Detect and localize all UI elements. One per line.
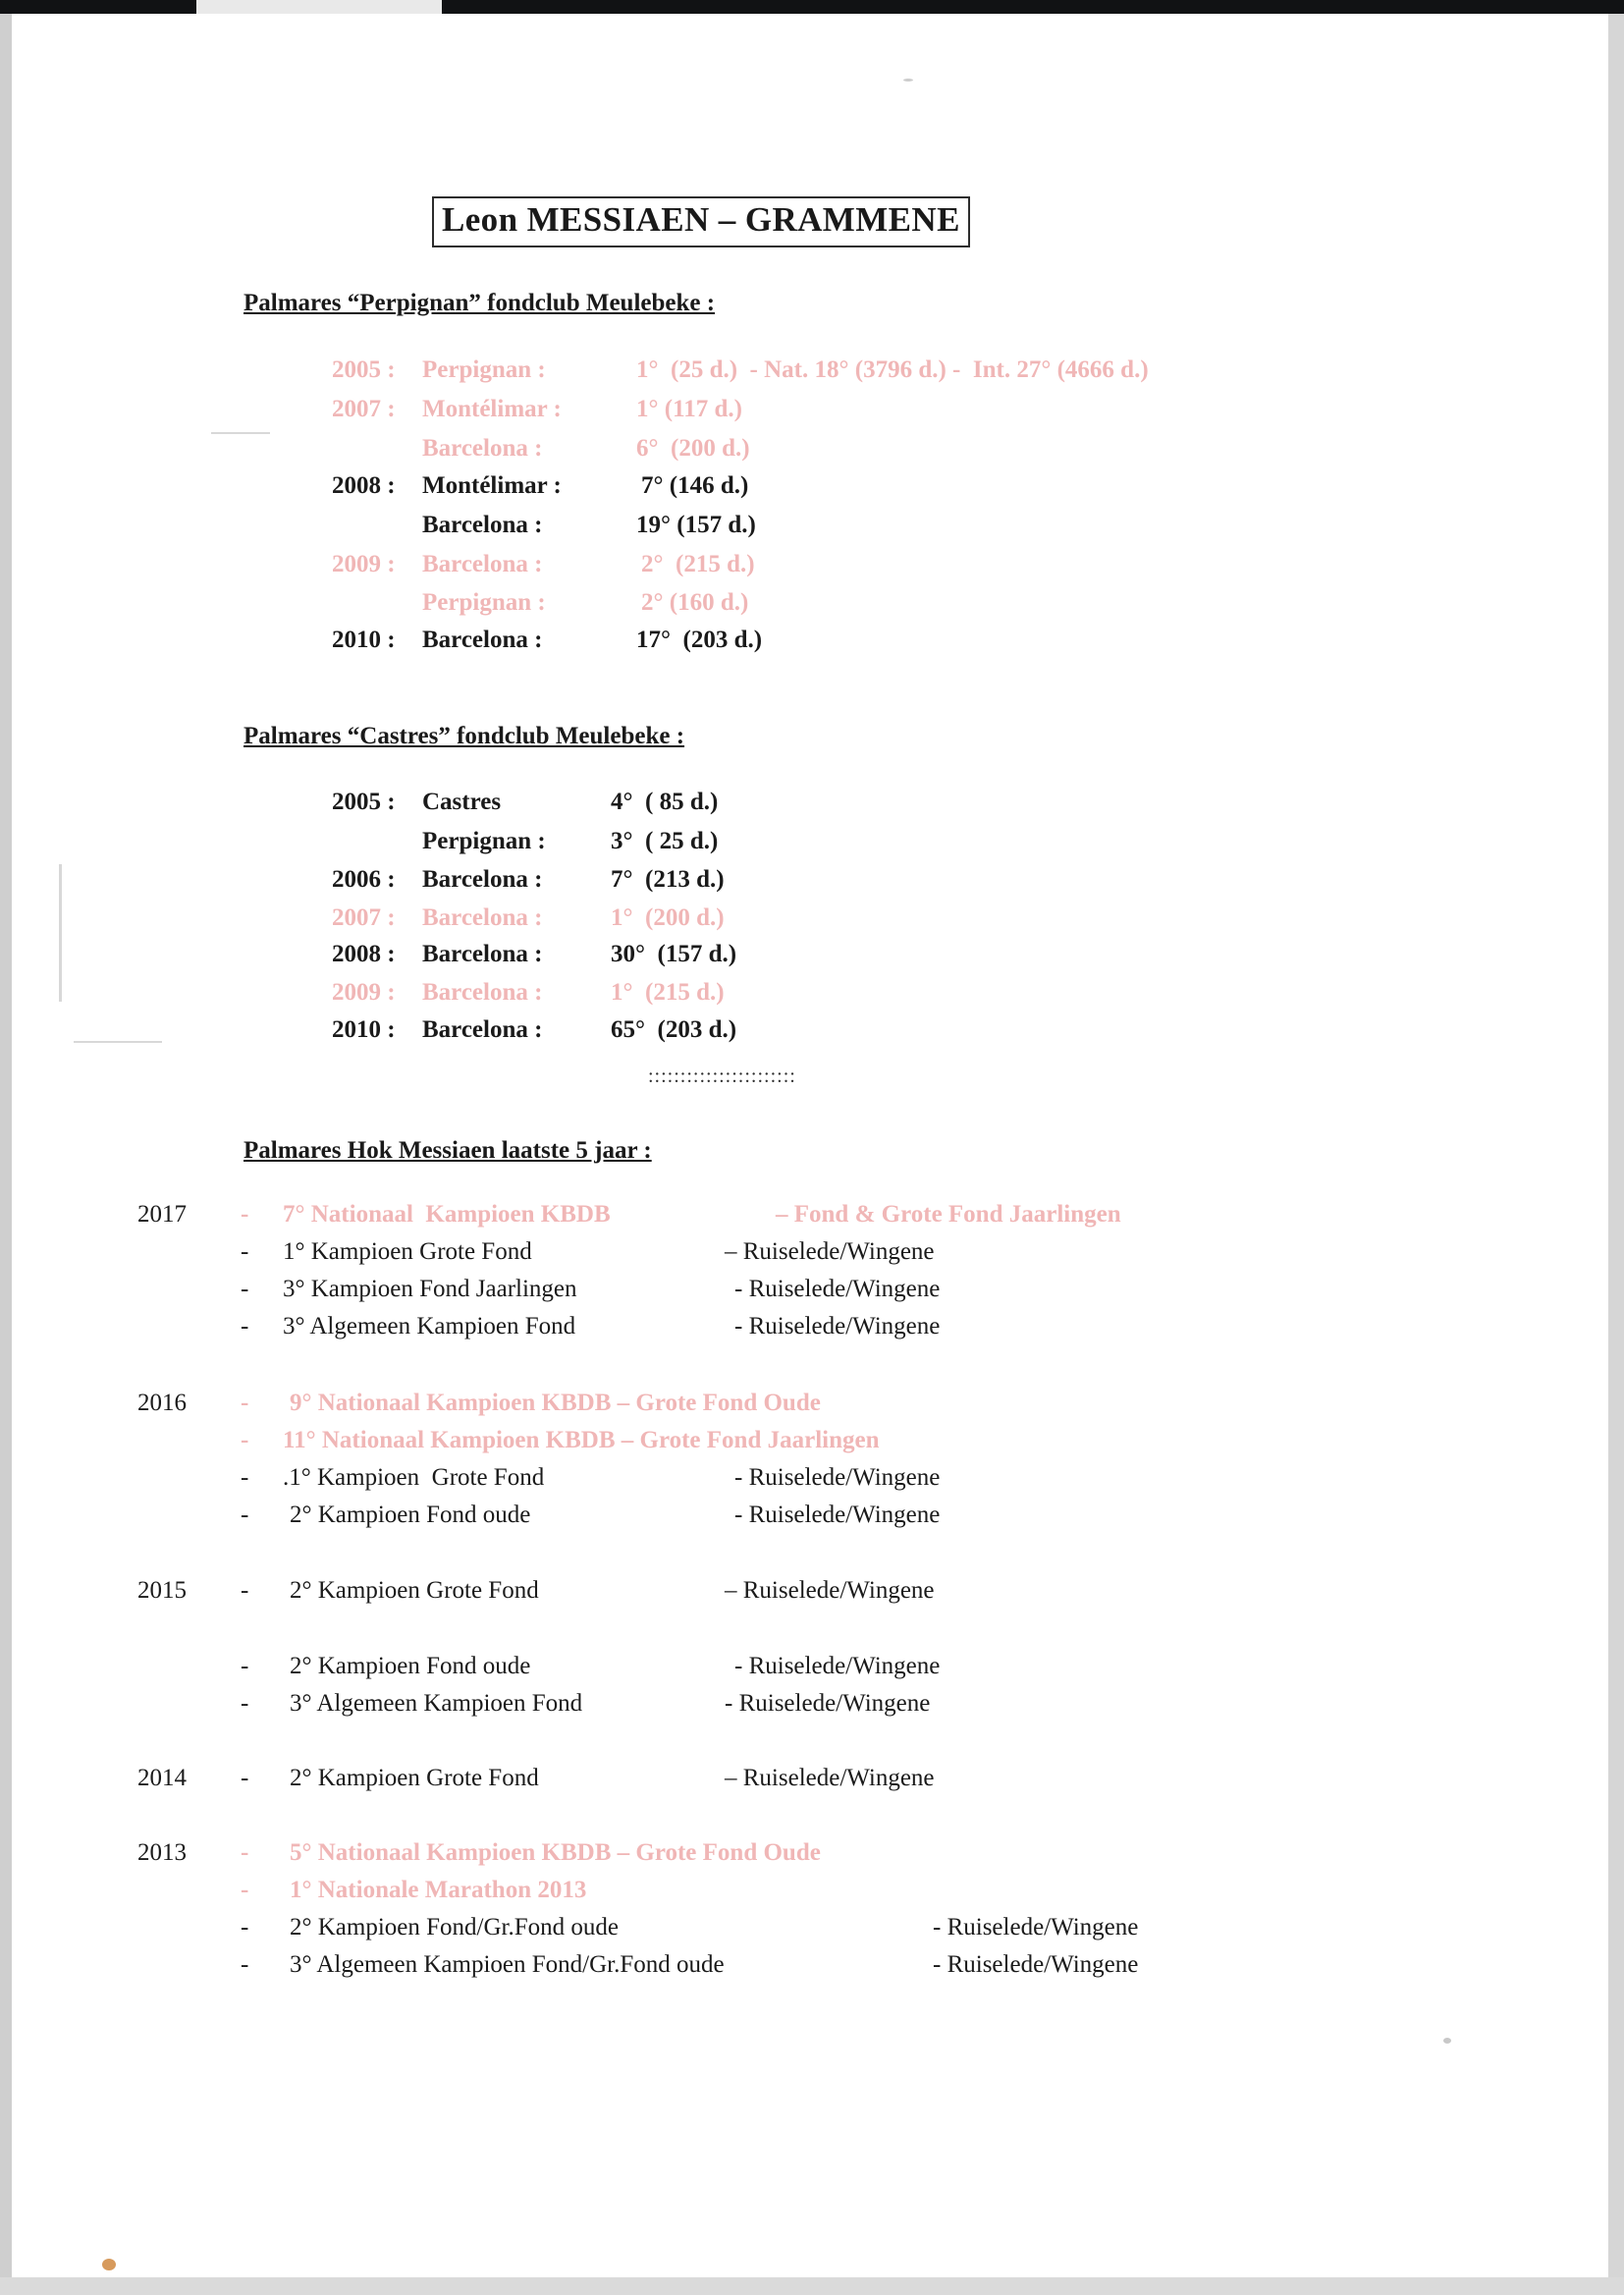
entry-place: - Ruiselede/Wingene bbox=[734, 1502, 941, 1528]
entry-dash: - bbox=[241, 1690, 249, 1717]
year-label-2014: 2014 bbox=[137, 1765, 187, 1791]
entry-place: - Ruiselede/Wingene bbox=[734, 1464, 941, 1491]
entry-text: 1° Nationale Marathon 2013 bbox=[290, 1877, 587, 1903]
scan-artifact-line bbox=[74, 1041, 162, 1043]
page-title bbox=[432, 196, 970, 247]
year-label-2017: 2017 bbox=[137, 1201, 187, 1228]
perpignan-row-place: Barcelona : bbox=[422, 551, 543, 577]
section-heading-perpignan: Palmares “Perpignan” fondclub Meulebeke : bbox=[244, 290, 716, 316]
castres-row-year: 2008 : bbox=[332, 941, 396, 967]
perpignan-row-place: Perpignan : bbox=[422, 356, 546, 383]
entry-place: – Ruiselede/Wingene bbox=[725, 1765, 935, 1791]
castres-row-result: 30° (157 d.) bbox=[611, 941, 737, 967]
entry-dash: - bbox=[241, 1238, 249, 1265]
perpignan-row-result: 19° (157 d.) bbox=[636, 512, 756, 538]
entry-text: 9° Nationaal Kampioen KBDB – Grote Fond Oude bbox=[290, 1390, 821, 1416]
entry-text: 2° Kampioen Fond oude bbox=[290, 1502, 531, 1528]
perpignan-row-result: 2° (160 d.) bbox=[641, 589, 749, 616]
entry-dash: - bbox=[241, 1464, 249, 1491]
scan-speck bbox=[903, 79, 913, 82]
castres-row-result: 4° ( 85 d.) bbox=[611, 789, 719, 815]
perpignan-row-year: 2005 : bbox=[332, 356, 396, 383]
entry-place: - Ruiselede/Wingene bbox=[734, 1313, 941, 1339]
entry-dash: - bbox=[241, 1201, 249, 1228]
scan-artifact-line bbox=[59, 864, 62, 1002]
castres-row-result: 1° (215 d.) bbox=[611, 979, 725, 1006]
scan-speck bbox=[1443, 2038, 1451, 2044]
entry-place: – Ruiselede/Wingene bbox=[725, 1238, 935, 1265]
castres-row-place: Barcelona : bbox=[422, 979, 543, 1006]
year-label-2013: 2013 bbox=[137, 1839, 187, 1866]
section-heading-hok: Palmares Hok Messiaen laatste 5 jaar : bbox=[244, 1137, 652, 1164]
perpignan-row-place: Montélimar : bbox=[422, 396, 562, 422]
perpignan-row-year: 2007 : bbox=[332, 396, 396, 422]
castres-row-place: Castres bbox=[422, 789, 502, 815]
section-heading-castres: Palmares “Castres” fondclub Meulebeke : bbox=[244, 723, 685, 749]
castres-row-place: Perpignan : bbox=[422, 828, 546, 854]
scan-edge-bottom bbox=[0, 2277, 1624, 2295]
entry-place: - Ruiselede/Wingene bbox=[725, 1690, 931, 1717]
scan-edge-top-light bbox=[196, 0, 442, 14]
scan-edge-right bbox=[1608, 14, 1624, 2295]
castres-row-year: 2010 : bbox=[332, 1016, 396, 1043]
entry-dash: - bbox=[241, 1765, 249, 1791]
perpignan-row-result: 2° (215 d.) bbox=[641, 551, 755, 577]
perpignan-row-year: 2008 : bbox=[332, 472, 396, 499]
entry-place: - Ruiselede/Wingene bbox=[933, 1951, 1139, 1978]
entry-dash: - bbox=[241, 1839, 249, 1866]
scan-artifact-line bbox=[211, 432, 270, 434]
castres-row-result: 65° (203 d.) bbox=[611, 1016, 737, 1043]
section-separator: ::::::::::::::::::::::: bbox=[648, 1066, 796, 1087]
scan-edge-left bbox=[0, 14, 12, 2295]
perpignan-row-result: 1° (25 d.) - Nat. 18° (3796 d.) - Int. 27° (4666 d.) bbox=[636, 356, 1149, 383]
perpignan-row-result: 1° (117 d.) bbox=[636, 396, 742, 422]
entry-dash: - bbox=[241, 1502, 249, 1528]
entry-place: - Ruiselede/Wingene bbox=[734, 1653, 941, 1679]
entry-text: 7° Nationaal Kampioen KBDB bbox=[283, 1201, 611, 1228]
entry-place: - Ruiselede/Wingene bbox=[933, 1914, 1139, 1940]
entry-place: – Fond & Grote Fond Jaarlingen bbox=[776, 1201, 1121, 1228]
year-label-2015: 2015 bbox=[137, 1577, 187, 1604]
perpignan-row-result: 6° (200 d.) bbox=[636, 435, 750, 462]
entry-text: 3° Kampioen Fond Jaarlingen bbox=[283, 1276, 577, 1302]
castres-row-result: 7° (213 d.) bbox=[611, 866, 725, 893]
entry-dash: - bbox=[241, 1951, 249, 1978]
perpignan-row-year: 2009 : bbox=[332, 551, 396, 577]
perpignan-row-year: 2010 : bbox=[332, 627, 396, 653]
castres-row-result: 3° ( 25 d.) bbox=[611, 828, 719, 854]
castres-row-year: 2009 : bbox=[332, 979, 396, 1006]
entry-text: 2° Kampioen Fond/Gr.Fond oude bbox=[290, 1914, 619, 1940]
entry-text: 3° Algemeen Kampioen Fond/Gr.Fond oude bbox=[290, 1951, 725, 1978]
perpignan-row-result: 17° (203 d.) bbox=[636, 627, 763, 653]
castres-row-year: 2007 : bbox=[332, 904, 396, 931]
castres-row-result: 1° (200 d.) bbox=[611, 904, 725, 931]
entry-dash: - bbox=[241, 1577, 249, 1604]
entry-text: 5° Nationaal Kampioen KBDB – Grote Fond Oude bbox=[290, 1839, 821, 1866]
entry-dash: - bbox=[241, 1914, 249, 1940]
entry-text: 3° Algemeen Kampioen Fond bbox=[283, 1313, 576, 1339]
year-label-2016: 2016 bbox=[137, 1390, 187, 1416]
perpignan-row-place: Barcelona : bbox=[422, 435, 543, 462]
entry-dash: - bbox=[241, 1877, 249, 1903]
entry-dash: - bbox=[241, 1313, 249, 1339]
castres-row-place: Barcelona : bbox=[422, 904, 543, 931]
perpignan-row-result: 7° (146 d.) bbox=[641, 472, 749, 499]
entry-dash: - bbox=[241, 1427, 249, 1453]
castres-row-place: Barcelona : bbox=[422, 866, 543, 893]
entry-dash: - bbox=[241, 1276, 249, 1302]
entry-place: - Ruiselede/Wingene bbox=[734, 1276, 941, 1302]
entry-text: 11° Nationaal Kampioen KBDB – Grote Fond Jaarlingen bbox=[283, 1427, 880, 1453]
entry-text: 2° Kampioen Fond oude bbox=[290, 1653, 531, 1679]
entry-text: .1° Kampioen Grote Fond bbox=[283, 1464, 545, 1491]
castres-row-place: Barcelona : bbox=[422, 1016, 543, 1043]
page-title-text: Leon MESSIAEN – GRAMMENE bbox=[442, 200, 960, 239]
castres-row-year: 2005 : bbox=[332, 789, 396, 815]
castres-row-year: 2006 : bbox=[332, 866, 396, 893]
perpignan-row-place: Barcelona : bbox=[422, 512, 543, 538]
entry-text: 2° Kampioen Grote Fond bbox=[290, 1765, 539, 1791]
perpignan-row-place: Perpignan : bbox=[422, 589, 546, 616]
perpignan-row-place: Montélimar : bbox=[422, 472, 562, 499]
entry-place: – Ruiselede/Wingene bbox=[725, 1577, 935, 1604]
entry-dash: - bbox=[241, 1653, 249, 1679]
entry-text: 3° Algemeen Kampioen Fond bbox=[290, 1690, 583, 1717]
perpignan-row-place: Barcelona : bbox=[422, 627, 543, 653]
entry-text: 1° Kampioen Grote Fond bbox=[283, 1238, 532, 1265]
entry-dash: - bbox=[241, 1390, 249, 1416]
entry-text: 2° Kampioen Grote Fond bbox=[290, 1577, 539, 1604]
scan-speck bbox=[102, 2259, 116, 2270]
castres-row-place: Barcelona : bbox=[422, 941, 543, 967]
